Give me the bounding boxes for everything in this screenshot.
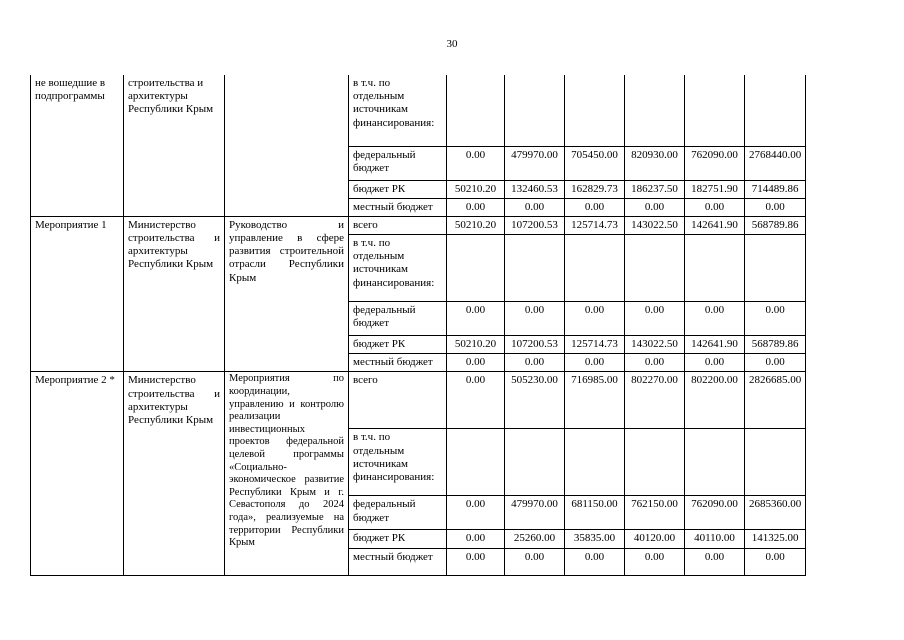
value-cell: 25260.00 [505, 530, 565, 548]
value-cell [447, 235, 505, 302]
value-cell [685, 75, 745, 146]
table-row [31, 216, 806, 234]
value-cell [565, 235, 625, 302]
value-cell: 0.00 [447, 198, 505, 216]
value-cell: 107200.53 [505, 336, 565, 354]
value-cell: 0.00 [447, 354, 505, 372]
source-label: в т.ч. по отдельным источникам финансирования: [349, 429, 447, 496]
value-cell [505, 429, 565, 496]
value-cell: 0.00 [745, 354, 806, 372]
description-cell [225, 75, 349, 216]
value-cell: 479970.00 [505, 496, 565, 530]
value-cell: 762150.00 [625, 496, 685, 530]
source-label: в т.ч. по отдельным источникам финансирования: [349, 235, 447, 302]
value-cell: 2685360.00 [745, 496, 806, 530]
value-cell [625, 429, 685, 496]
source-label: местный бюджет [349, 354, 447, 372]
value-cell: 0.00 [685, 548, 745, 575]
value-cell: 142641.90 [685, 336, 745, 354]
executor-cell: строительства и архитектуры Республики Крым [124, 75, 225, 216]
value-cell: 0.00 [447, 496, 505, 530]
value-cell: 0.00 [745, 548, 806, 575]
value-cell: 40110.00 [685, 530, 745, 548]
value-cell: 0.00 [625, 548, 685, 575]
value-cell: 125714.73 [565, 336, 625, 354]
value-cell: 705450.00 [565, 146, 625, 180]
value-cell: 143022.50 [625, 336, 685, 354]
value-cell: 0.00 [447, 146, 505, 180]
value-cell: 0.00 [625, 302, 685, 336]
table-row [31, 372, 806, 429]
value-cell: 716985.00 [565, 372, 625, 429]
value-cell: 2768440.00 [745, 146, 806, 180]
value-cell: 762090.00 [685, 146, 745, 180]
value-cell [505, 75, 565, 146]
value-cell: 505230.00 [505, 372, 565, 429]
value-cell: 820930.00 [625, 146, 685, 180]
value-cell: 50210.20 [447, 180, 505, 198]
value-cell: 802200.00 [685, 372, 745, 429]
value-cell: 132460.53 [505, 180, 565, 198]
value-cell: 35835.00 [565, 530, 625, 548]
value-cell: 0.00 [565, 302, 625, 336]
value-cell: 0.00 [625, 354, 685, 372]
value-cell [685, 235, 745, 302]
value-cell [745, 75, 806, 146]
budget-table [30, 75, 806, 576]
value-cell: 107200.53 [505, 216, 565, 234]
value-cell: 141325.00 [745, 530, 806, 548]
executor-cell: Министерство строительства и архитектуры Республики Крым [124, 372, 225, 575]
source-label: бюджет РК [349, 530, 447, 548]
source-label: местный бюджет [349, 548, 447, 575]
value-cell: 186237.50 [625, 180, 685, 198]
value-cell: 50210.20 [447, 216, 505, 234]
value-cell: 681150.00 [565, 496, 625, 530]
value-cell [505, 235, 565, 302]
value-cell: 568789.86 [745, 216, 806, 234]
measure-name-cell: Мероприятие 1 [31, 216, 124, 372]
value-cell: 50210.20 [447, 336, 505, 354]
value-cell: 479970.00 [505, 146, 565, 180]
source-label: федеральный бюджет [349, 146, 447, 180]
value-cell: 182751.90 [685, 180, 745, 198]
value-cell: 0.00 [447, 548, 505, 575]
value-cell: 125714.73 [565, 216, 625, 234]
source-label: местный бюджет [349, 198, 447, 216]
value-cell: 2826685.00 [745, 372, 806, 429]
value-cell [625, 75, 685, 146]
value-cell [447, 75, 505, 146]
source-label: в т.ч. по отдельным источникам финансирования: [349, 75, 447, 146]
executor-cell: Министерство строительства и архитектуры Республики Крым [124, 216, 225, 372]
value-cell: 0.00 [505, 198, 565, 216]
value-cell [565, 75, 625, 146]
description-cell: Руководство и управление в сфере развития строительной отрасли Республики Крым [225, 216, 349, 372]
value-cell: 0.00 [745, 198, 806, 216]
value-cell: 0.00 [565, 548, 625, 575]
page-number: 30 [446, 38, 458, 50]
value-cell: 0.00 [625, 198, 685, 216]
source-label: всего [349, 372, 447, 429]
source-label: федеральный бюджет [349, 302, 447, 336]
description-cell: Мероприятия по координации, управлению и контролю реализации инвестиционных проектов федеральной целевой программы «Социально-экономическое развитие Республики Крым и г. Севастополя до 2024 года», реализуемые на территории Республики Крым [225, 372, 349, 575]
value-cell: 40120.00 [625, 530, 685, 548]
value-cell: 0.00 [685, 302, 745, 336]
value-cell [625, 235, 685, 302]
table-row [31, 75, 806, 146]
source-label: бюджет РК [349, 336, 447, 354]
value-cell: 0.00 [447, 372, 505, 429]
value-cell [745, 429, 806, 496]
value-cell: 568789.86 [745, 336, 806, 354]
source-label: всего [349, 216, 447, 234]
value-cell: 142641.90 [685, 216, 745, 234]
value-cell: 762090.00 [685, 496, 745, 530]
measure-name-cell: Мероприятие 2 * [31, 372, 124, 575]
value-cell: 714489.86 [745, 180, 806, 198]
source-label: федеральный бюджет [349, 496, 447, 530]
value-cell [447, 429, 505, 496]
value-cell: 0.00 [447, 530, 505, 548]
value-cell: 0.00 [565, 354, 625, 372]
value-cell: 0.00 [505, 548, 565, 575]
value-cell: 143022.50 [625, 216, 685, 234]
value-cell: 0.00 [685, 354, 745, 372]
value-cell [685, 429, 745, 496]
value-cell [745, 235, 806, 302]
value-cell: 0.00 [565, 198, 625, 216]
value-cell: 0.00 [447, 302, 505, 336]
value-cell: 0.00 [745, 302, 806, 336]
program-name-cell: не вошедшие в подпрограммы [31, 75, 124, 216]
value-cell: 0.00 [685, 198, 745, 216]
value-cell: 802270.00 [625, 372, 685, 429]
value-cell: 162829.73 [565, 180, 625, 198]
value-cell [565, 429, 625, 496]
value-cell: 0.00 [505, 354, 565, 372]
source-label: бюджет РК [349, 180, 447, 198]
value-cell: 0.00 [505, 302, 565, 336]
